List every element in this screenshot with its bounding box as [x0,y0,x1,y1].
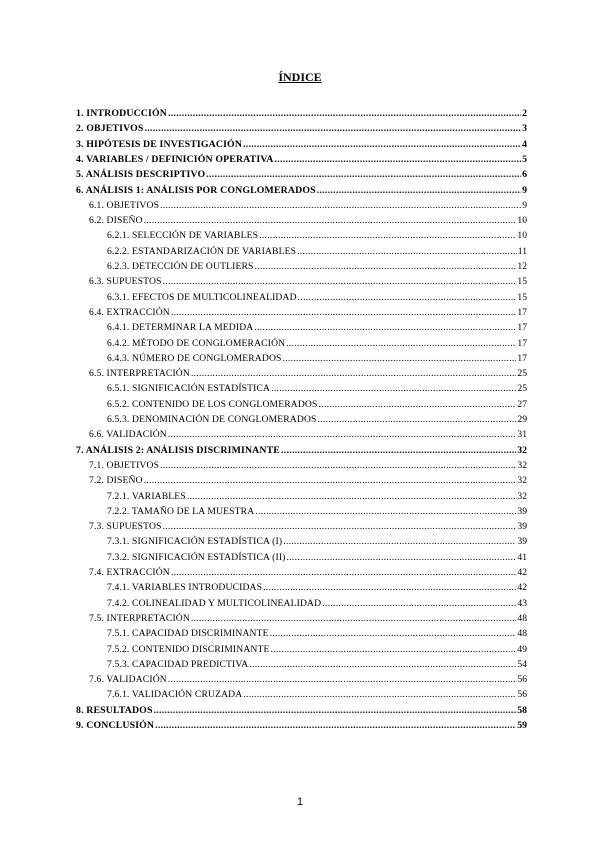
toc-entry-page: 41 [517,551,527,563]
toc-entry-label: 7.1. OBJETIVOS [89,459,160,471]
toc-entry-label: 7.5.2. CONTENIDO DISCRIMINANTE [107,643,270,655]
toc-entry-label: 7.4.1. VARIABLES INTRODUCIDAS [107,582,263,594]
toc-entry-label: 7.3.1. SIGNIFICACIÓN ESTADÍSTICA (I) [107,536,283,548]
toc-dot-leader [187,490,517,504]
toc-entry[interactable] [76,704,527,718]
toc-entry-page: 32 [517,444,527,456]
toc-dot-leader [271,643,517,657]
toc-entry[interactable] [89,459,527,473]
toc-entry-page: 58 [517,704,527,716]
toc-dot-leader [144,474,517,488]
toc-entry-label: 6.1. OBJETIVOS [89,199,160,211]
toc-entry-label: 7.4.2. COLINEALIDAD Y MULTICOLINEALIDAD [107,597,322,609]
toc-entry-page: 54 [517,658,527,670]
page-number: 1 [296,796,304,808]
toc-dot-leader [191,612,516,626]
toc-entry[interactable] [107,337,527,351]
toc-entry-label: 7.6.1. VALIDACIÓN CRUZADA [107,689,243,701]
toc-entry-label: 6.5.3. DENOMINACIÓN DE CONGLOMERADOS [107,414,317,425]
toc-entry-label: 6.6. VALIDACIÓN [89,429,167,441]
toc-entry[interactable] [89,367,527,381]
toc-dot-leader [163,520,517,534]
toc-entry-page: 17 [517,337,527,349]
toc-entry-page: 49 [517,643,527,655]
toc-entry-label: 6.5.2. CONTENIDO DE LOS CONGLOMERADOS [107,398,318,410]
toc-dot-leader [243,138,521,152]
toc-entry-label: 6.5.1. SIGNIFICACIÓN ESTADÍSTICA [107,383,271,395]
toc-entry[interactable] [107,413,527,427]
toc-dot-leader [191,367,516,381]
toc-entry[interactable] [107,291,527,305]
toc-entry-page: 39 [517,521,527,533]
toc-dot-leader [168,428,517,442]
toc-dot-leader [318,398,516,412]
toc-dot-leader [317,184,521,198]
toc-entry-page: 6 [522,169,527,181]
toc-entry-label: 6. ANÁLISIS 1: ANÁLISIS POR CONGLOMERADOS [76,184,316,196]
toc-dot-leader [297,245,517,259]
toc-entry[interactable] [89,673,527,687]
toc-entry-page: 5 [522,153,527,165]
toc-entry-label: 5. ANÁLISIS DESCRIPTIVO [76,169,206,181]
toc-entry-page: 25 [517,368,527,380]
toc-entry-page: 32 [517,475,527,487]
toc-entry[interactable] [89,474,527,488]
toc-entry-page: 31 [517,429,527,441]
toc-dot-leader [249,658,516,672]
toc-entry-page: 12 [517,261,527,272]
toc-entry[interactable] [89,566,527,580]
toc-entry[interactable] [107,260,527,274]
toc-entry-page: 42 [517,582,527,594]
toc-entry-label: 6.2.1. SELECCIÓN DE VARIABLES [107,230,259,242]
toc-entry-page: 56 [517,674,527,686]
toc-dot-leader [243,688,516,702]
toc-entry-label: 7.2. DISEÑO [89,475,143,487]
toc-entry[interactable] [76,184,527,198]
toc-dot-leader [254,321,516,335]
toc-entry[interactable] [89,214,527,228]
toc-dot-leader [286,337,516,351]
toc-entry-page: 17 [517,322,527,334]
toc-entry-page: 9 [522,199,527,211]
toc-entry[interactable] [107,352,527,366]
toc-dot-leader [163,275,517,289]
toc-dot-leader [168,107,521,121]
toc-entry[interactable] [76,122,527,136]
toc-entry-page: 25 [517,383,527,395]
toc-entry-label: 2. OBJETIVOS [76,123,144,135]
toc-dot-leader [275,153,522,167]
toc-entry-label: 6.2.3. DETECCIÓN DE OUTLIERS [107,261,254,272]
toc-entry[interactable] [107,229,527,243]
toc-entry-page: 2 [522,108,527,119]
toc-entry[interactable] [107,398,527,412]
toc-entry-label: 6.2. DISEÑO [89,215,143,227]
toc-entry-label: 3. HIPÓTESIS DE INVESTIGACIÓN [76,138,243,150]
toc-entry-label: 6.4.3. NÚMERO DE CONGLOMERADOS [107,352,282,364]
toc-dot-leader [271,382,516,396]
toc-dot-leader [160,459,516,473]
toc-entry[interactable] [107,643,527,657]
toc-dot-leader [144,122,521,136]
toc-entry-label: 8. RESULTADOS [76,704,153,716]
toc-entry-label: 4. VARIABLES / DEFINICIÓN OPERATIVA [76,153,274,165]
toc-dot-leader [255,260,517,274]
toc-dot-leader [155,719,516,733]
toc-entry-page: 59 [517,720,527,731]
toc-entry[interactable] [89,520,527,534]
toc-entry-label: 7.2.2. TAMAÑO DE LA MUESTRA [107,505,255,517]
toc-entry-label: 7. ANÁLISIS 2: ANÁLISIS DISCRIMINANTE [76,444,280,456]
toc-entry-page: 39 [517,505,527,517]
toc-entry-page: 4 [522,138,527,150]
toc-entry-page: 10 [517,230,527,242]
toc-entry-label: 7.6. VALIDACIÓN [89,674,167,686]
toc-entry[interactable] [107,490,527,504]
toc-entry-page: 48 [517,628,527,640]
toc-entry-label: 6.4. EXTRACCIÓN [89,306,170,318]
toc-dot-leader [255,505,516,519]
toc-dot-leader [168,673,517,687]
toc-entry[interactable] [107,382,527,396]
toc-entry[interactable] [89,306,527,320]
toc-entry-page: 11 [517,245,527,257]
toc-dot-leader [154,704,517,718]
toc-dot-leader [281,444,516,458]
toc-entry-label: 7.5. INTERPRETACIÓN [89,612,190,624]
toc-entry[interactable] [107,597,527,611]
toc-entry[interactable] [107,535,527,549]
toc-entry[interactable] [107,581,527,595]
toc-dot-leader [287,551,517,565]
toc-entry[interactable] [76,719,527,733]
toc-entry-page: 15 [517,276,527,288]
toc-entry-page: 29 [517,414,527,425]
toc-entry-page: 48 [517,612,527,624]
toc-dot-leader [283,535,516,549]
toc-entry-label: 6.5. INTERPRETACIÓN [89,368,190,380]
toc-entry[interactable] [107,245,527,259]
toc-entry-label: 6.2.2. ESTANDARIZACIÓN DE VARIABLES [107,245,297,257]
toc-dot-leader [263,581,516,595]
page-title: ÍNDICE [278,70,322,84]
toc-entry-page: 39 [517,536,527,548]
toc-entry-page: 3 [522,123,527,135]
toc-dot-leader [322,597,516,611]
toc-entry-label: 7.2.1. VARIABLES [107,490,186,502]
toc-dot-leader [206,168,521,182]
toc-entry-label: 6.3.1. EFECTOS DE MULTICOLINEALIDAD [107,291,297,303]
toc-entry-page: 15 [517,291,527,303]
toc-entry[interactable] [76,107,527,121]
toc-entry[interactable] [107,658,527,672]
toc-entry[interactable] [76,444,527,458]
toc-entry-page: 32 [517,490,527,502]
toc-entry[interactable] [76,168,527,182]
toc-dot-leader [318,413,517,427]
toc-entry[interactable] [76,153,527,167]
toc-entry-label: 6.4.1. DETERMINAR LA MEDIDA [107,322,254,334]
toc-entry[interactable] [89,275,527,289]
toc-entry[interactable] [107,321,527,335]
toc-entry-page: 17 [517,306,527,318]
toc-dot-leader [270,627,517,641]
toc-entry-page: 32 [517,459,527,471]
toc-entry-label: 7.3.2. SIGNIFICACIÓN ESTADÍSTICA (II) [107,551,286,563]
toc-dot-leader [144,214,517,228]
toc-dot-leader [298,291,517,305]
toc-entry-page: 56 [517,689,527,701]
toc-entry[interactable] [107,688,527,702]
toc-dot-leader [171,566,517,580]
toc-entry[interactable] [89,428,527,442]
toc-entry-label: 6.4.2. MÉTODO DE CONGLOMERACIÓN [107,337,286,349]
toc-dot-leader [171,306,517,320]
toc-entry-page: 17 [517,352,527,364]
toc-entry-page: 9 [522,184,527,196]
toc-dot-leader [283,352,517,366]
toc-entry[interactable] [89,199,527,213]
toc-entry-page: 10 [517,215,527,227]
toc-entry[interactable] [107,627,527,641]
toc-entry-label: 7.3. SUPUESTOS [89,521,162,533]
toc-entry-label: 9. CONCLUSIÓN [76,720,155,731]
toc-entry-label: 6.3. SUPUESTOS [89,276,162,288]
toc-entry-page: 42 [517,567,527,578]
toc-entry[interactable] [76,138,527,152]
toc-entry[interactable] [107,505,527,519]
toc-entry-label: 7.4. EXTRACCIÓN [89,567,170,578]
toc-dot-leader [259,229,516,243]
toc-entry[interactable] [89,612,527,626]
toc-entry-page: 27 [517,398,527,410]
toc-entry-label: 7.5.3. CAPACIDAD PREDICTIVA [107,658,249,670]
toc-entry-label: 7.5.1. CAPACIDAD DISCRIMINANTE [107,628,269,640]
toc-entry-page: 43 [517,597,527,609]
toc-dot-leader [160,199,521,213]
toc-entry[interactable] [107,551,527,565]
toc-entry-label: 1. INTRODUCCIÓN [76,108,167,119]
